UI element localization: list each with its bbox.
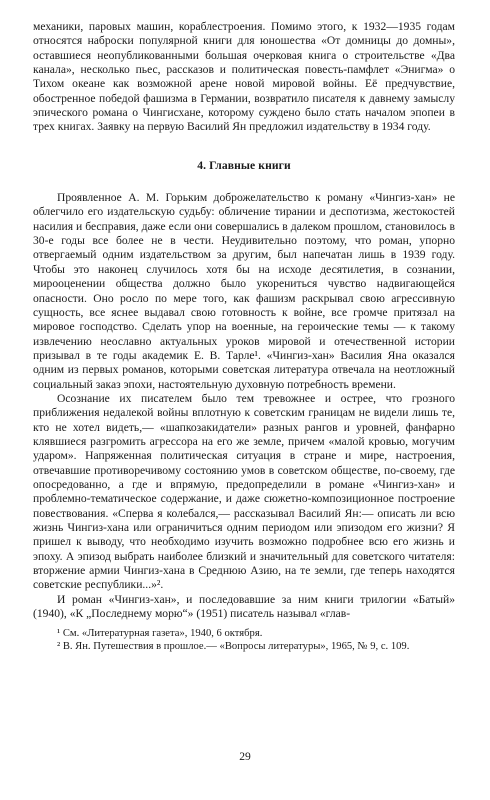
footnote-2: ² В. Ян. Путешествия в прошлое.— «Вопросы литературы», 1965, № 9, с. 109. [57,641,410,653]
intro-paragraph: механики, паровых машин, кораблестроения. Помимо этого, к 1932—1935 годам относятся наброски популярной книги для юношества «От домницы до домны», оставшиеся неопубликованными большая очерковая книга о строительстве «Два канала», несколько пьес, рассказов и политическая повесть-памфлет «Энигма» о Тихом океане как возможной арене новой мировой войны. Её предчувствие, обостренное победой фашизма в Германии, возвратило писателя к давнему замыслу эпического романа о Чингисхане, которому суждено было стать началом эпопеи в трех книгах. Заявку на первую Василий Ян предложил издательству в 1934 году. [33,20,455,134]
book-page [33,20,455,653]
body-paragraph-2: Осознание их писателем было тем тревожнее и острее, что грозного приближения недалекой войны вплотную к советским границам не видели лишь те, кто не хотел видеть,— «шапкозакидатели» разных рангов и уровней, фанфарно клявшиеся разгромить агрессора на его же земле, причем «малой кровью, могучим ударом». Напряженная политическая ситуация в стране и мире, настроения, отвечавшие противоречивому состоянию умов в советском обществе, по-своему, где опосредованно, а где и впрямую, предопределили в романе «Чингиз-хан» и проблемно-тематическое содержание, и даже сюжетно-композиционное построение повествования. «Сперва я колебался,— рассказывал Василий Ян:— описать ли всю жизнь Чингиз-хана или ограничиться одним периодом или эпизодом его жизни? Я пришел к выводу, что необходимо изучить возможно подробнее всю его жизнь и эпоху. А эпизод выбрать наиболее близкий и значительный для советского читателя: вторжение армии Чингиз-хана в Среднюю Азию, на те земли, где теперь находятся советские республики...»². [33,391,455,592]
section-heading: 4. Главные книги [197,158,291,172]
body-paragraph-3: И роман «Чингиз-хан», и последовавшие за ним книги трилогии «Батый» (1940), «К „Последнему морю“» (1951) писатель называл «глав- [33,592,455,621]
footnote-1: ¹ См. «Литературная газета», 1940, 6 октября. [57,628,263,640]
footnotes [33,627,455,653]
body-paragraph-1: Проявленное А. М. Горьким доброжелательство к роману «Чингиз-хан» не облегчило его издательскую судьбу: обличение тирании и деспотизма, жестокостей насилия и бесправия, даже если они совершались в далеком прошлом, становилось в 30-е годы все более не в чести. Неудивительно поэтому, что роман, упорно отвергаемый одним издательством за другим, был напечатан лишь в 1939 году. Чтобы это наконец случилось хотя бы на исходе десятилетия, в сознании, мирооценении общества должно было укорениться чувство надвигающейся опасности. Оно росло по мере того, как фашизм раскрывал свою агрессивную сущность, все яснее выдавал свою готовность к войне, все громче притязал на мировое господство. Сделать упор на военные, на героические темы — к такому извлечению неославно актуальных уроков мировой и отечественной истории призывал в те годы академик Е. В. Тарле¹. «Чингиз-хан» Василия Яна оказался одним из первых романов, которыми советская литература отвечала на неотложный социальный заказ эпохи, настоятельную духовную потребность времени. [33,191,455,391]
page-number: 29 [239,750,251,763]
